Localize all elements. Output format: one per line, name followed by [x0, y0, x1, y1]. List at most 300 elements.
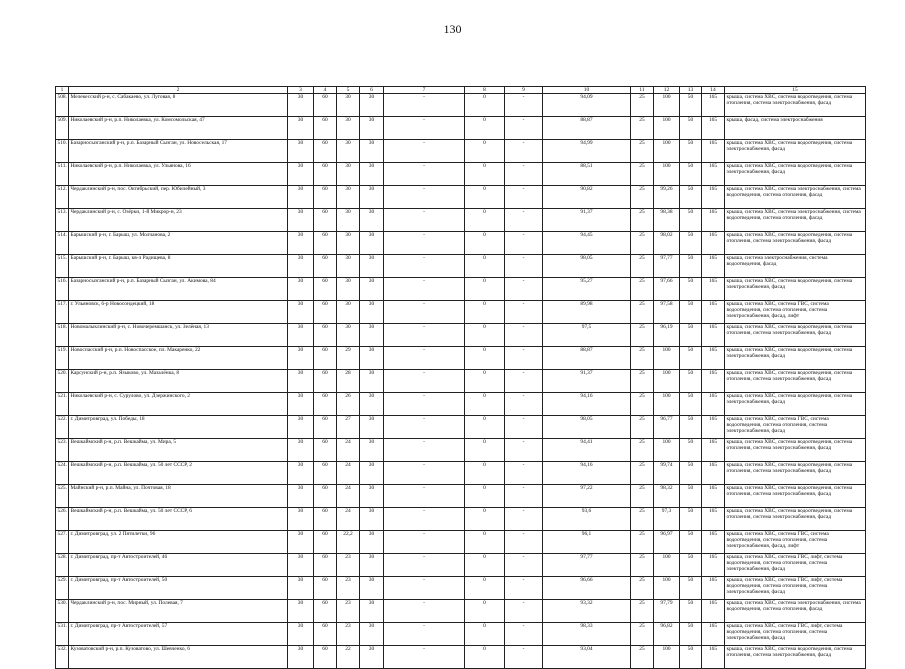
value-col-4: 60 — [314, 94, 337, 117]
value-col-8: 0 — [465, 508, 505, 531]
value-col-10: 90,82 — [543, 186, 631, 209]
value-col-10: 88,51 — [543, 163, 631, 186]
row-number: 519. — [56, 347, 69, 370]
value-col-5: 30 — [337, 117, 360, 140]
value-col-8: 0 — [465, 140, 505, 163]
value-col-5: 23 — [337, 600, 360, 623]
value-col-12: 100 — [654, 554, 680, 577]
value-col-8: 0 — [465, 600, 505, 623]
value-col-3: 30 — [288, 508, 314, 531]
address: г. Димитровград, пр-т Автостроителей, 57 — [69, 623, 288, 646]
value-col-4: 60 — [314, 508, 337, 531]
value-col-13: 50 — [680, 577, 702, 600]
value-col-14: 165 — [702, 577, 725, 600]
value-col-4: 60 — [314, 301, 337, 324]
value-col-7: - — [384, 255, 465, 278]
value-col-12: 96,97 — [654, 531, 680, 554]
value-col-13: 50 — [680, 393, 702, 416]
row-number: 515. — [56, 255, 69, 278]
address: Новоспасский р-н, р.п. Новоспасское, пл. Макаренко, 22 — [69, 347, 288, 370]
table-row — [56, 140, 866, 163]
row-number: 527. — [56, 531, 69, 554]
value-col-7: - — [384, 600, 465, 623]
works-list: крыша, система ХВС, система водоотведения, система электроснабжения, фасад — [725, 393, 866, 416]
value-col-9: - — [505, 646, 543, 669]
value-col-12: 97,66 — [654, 278, 680, 301]
address: Чердаклинский р-н, с. Озёрки, 1-й Микрор-н, 23 — [69, 209, 288, 232]
value-col-13: 50 — [680, 439, 702, 462]
row-number: 511. — [56, 163, 69, 186]
value-col-10: 93,6 — [543, 508, 631, 531]
value-col-3: 30 — [288, 94, 314, 117]
table-row — [56, 577, 866, 600]
value-col-8: 0 — [465, 232, 505, 255]
row-number: 530. — [56, 600, 69, 623]
table-row — [56, 278, 866, 301]
value-col-6: 30 — [360, 416, 384, 439]
value-col-5: 30 — [337, 209, 360, 232]
value-col-5: 24 — [337, 462, 360, 485]
column-number-11: 11 — [631, 87, 654, 94]
value-col-4: 60 — [314, 600, 337, 623]
page-number: 130 — [443, 22, 462, 36]
value-col-8: 0 — [465, 94, 505, 117]
table-row — [56, 416, 866, 439]
value-col-5: 24 — [337, 485, 360, 508]
value-col-5: 30 — [337, 140, 360, 163]
value-col-8: 0 — [465, 646, 505, 669]
value-col-8: 0 — [465, 117, 505, 140]
value-col-12: 100 — [654, 577, 680, 600]
value-col-13: 50 — [680, 301, 702, 324]
value-col-11: 25 — [631, 370, 654, 393]
value-col-5: 23 — [337, 554, 360, 577]
works-list: крыша, система ХВС, система ГВС, лифт, система водоотведения, система отопления, система электроснабжения, фасад — [725, 577, 866, 600]
value-col-13: 50 — [680, 278, 702, 301]
value-col-8: 0 — [465, 370, 505, 393]
table-row — [56, 94, 866, 117]
value-col-9: - — [505, 416, 543, 439]
value-col-9: - — [505, 163, 543, 186]
works-list: крыша, система ХВС, система ГВС, система водоотведения, система отопления, система электроснабжения, фасад, лифт — [725, 531, 866, 554]
value-col-4: 60 — [314, 209, 337, 232]
value-col-12: 100 — [654, 393, 680, 416]
value-col-4: 60 — [314, 186, 337, 209]
value-col-4: 60 — [314, 531, 337, 554]
value-col-9: - — [505, 255, 543, 278]
address: Вешкаймский р-н, р.п. Вешкайма, ул. 50 лет СССР, 6 — [69, 508, 288, 531]
value-col-3: 30 — [288, 163, 314, 186]
value-col-14: 165 — [702, 347, 725, 370]
value-col-3: 30 — [288, 485, 314, 508]
address: Новомалыклинский р-н, с. Новочеремшанск, ул. Зелёная, 13 — [69, 324, 288, 347]
works-list: крыша, система ХВС, система водоотведения, система отопления, система электроснабжения, фасад — [725, 646, 866, 669]
column-number-9: 9 — [505, 87, 543, 94]
table-row — [56, 439, 866, 462]
value-col-7: - — [384, 393, 465, 416]
value-col-11: 25 — [631, 94, 654, 117]
value-col-10: 94,41 — [543, 439, 631, 462]
value-col-8: 0 — [465, 393, 505, 416]
value-col-8: 0 — [465, 278, 505, 301]
row-number: 508. — [56, 94, 69, 117]
address: Николаевский р-н, р.п. Николаевка, ул. Ульянова, 16 — [69, 163, 288, 186]
address: Вешкаймский р-н, р.п. Вешкайма, ул. Мира, 5 — [69, 439, 288, 462]
value-col-14: 165 — [702, 232, 725, 255]
value-col-9: - — [505, 462, 543, 485]
column-number-3: 3 — [288, 87, 314, 94]
row-number: 529. — [56, 577, 69, 600]
value-col-4: 60 — [314, 232, 337, 255]
value-col-14: 165 — [702, 623, 725, 646]
value-col-7: - — [384, 577, 465, 600]
value-col-13: 50 — [680, 163, 702, 186]
value-col-11: 25 — [631, 278, 654, 301]
address: г. Димитровград, пр-т Автостроителей, 46 — [69, 554, 288, 577]
works-list: крыша, система ХВС, система водоотведения, система отопления, система электроснабжения, фасад — [725, 508, 866, 531]
value-col-8: 0 — [465, 623, 505, 646]
table-row — [56, 508, 866, 531]
value-col-5: 24 — [337, 508, 360, 531]
value-col-5: 24 — [337, 439, 360, 462]
works-list: крыша, система ХВС, система водоотведения, система отопления, система электроснабжения, фасад — [725, 324, 866, 347]
value-col-9: - — [505, 531, 543, 554]
column-number-7: 7 — [384, 87, 465, 94]
value-col-14: 165 — [702, 508, 725, 531]
value-col-13: 50 — [680, 554, 702, 577]
value-col-7: - — [384, 462, 465, 485]
address: Кузоватовский р-н, р.п. Кузоватово, ул. Шевченко, 6 — [69, 646, 288, 669]
value-col-5: 26 — [337, 393, 360, 416]
value-col-5: 30 — [337, 232, 360, 255]
value-col-13: 50 — [680, 255, 702, 278]
works-list: крыша, система ХВС, система электроснабжения, система водоотведения, система отопления, фасад — [725, 186, 866, 209]
value-col-4: 60 — [314, 370, 337, 393]
value-col-9: - — [505, 186, 543, 209]
value-col-6: 30 — [360, 301, 384, 324]
value-col-10: 98,05 — [543, 255, 631, 278]
value-col-5: 22 — [337, 646, 360, 669]
table-row — [56, 554, 866, 577]
value-col-9: - — [505, 439, 543, 462]
works-list: крыша, система ХВС, система водоотведения, система отопления, система электроснабжения, фасад — [725, 462, 866, 485]
address: г. Димитровград, ул. Победы, 18 — [69, 416, 288, 439]
address: Базарносызганский р-н, р.п. Базарный Сызган, ул. Акимова, 84 — [69, 278, 288, 301]
value-col-11: 25 — [631, 485, 654, 508]
works-list: крыша, система ХВС, система ГВС, лифт, система водоотведения, система отопления, система электроснабжения, фасад — [725, 623, 866, 646]
value-col-14: 165 — [702, 393, 725, 416]
column-number-row — [56, 87, 866, 94]
value-col-11: 25 — [631, 462, 654, 485]
column-number-2: 2 — [69, 87, 288, 94]
address: Майнский р-н, р.п. Майна, ул. Почтовая, 18 — [69, 485, 288, 508]
value-col-11: 25 — [631, 347, 654, 370]
value-col-7: - — [384, 94, 465, 117]
row-number: 525. — [56, 485, 69, 508]
value-col-9: - — [505, 623, 543, 646]
value-col-4: 60 — [314, 577, 337, 600]
value-col-3: 30 — [288, 278, 314, 301]
row-number: 532. — [56, 646, 69, 669]
address: Чердаклинский р-н, пос. Октябрьский, пер. Юбилейный, 3 — [69, 186, 288, 209]
address: Николаевский р-н, с. Сурулово, ул. Дзержинского, 2 — [69, 393, 288, 416]
value-col-6: 30 — [360, 462, 384, 485]
row-number: 517. — [56, 301, 69, 324]
value-col-13: 50 — [680, 485, 702, 508]
table-row — [56, 462, 866, 485]
value-col-13: 50 — [680, 324, 702, 347]
value-col-12: 97,3 — [654, 508, 680, 531]
value-col-9: - — [505, 94, 543, 117]
row-number: 516. — [56, 278, 69, 301]
value-col-8: 0 — [465, 209, 505, 232]
value-col-14: 165 — [702, 94, 725, 117]
address: Барышский р-н, г. Барыш, ул. Молчанова, 2 — [69, 232, 288, 255]
value-col-8: 0 — [465, 439, 505, 462]
value-col-14: 165 — [702, 117, 725, 140]
table-row — [56, 186, 866, 209]
value-col-3: 30 — [288, 347, 314, 370]
address: Барышский р-н, г. Барыш, кв-л Радищева, 8 — [69, 255, 288, 278]
value-col-6: 30 — [360, 623, 384, 646]
value-col-13: 50 — [680, 140, 702, 163]
column-number-10: 10 — [543, 87, 631, 94]
column-number-14: 14 — [702, 87, 725, 94]
value-col-5: 29 — [337, 347, 360, 370]
value-col-6: 30 — [360, 324, 384, 347]
value-col-10: 88,87 — [543, 347, 631, 370]
row-number: 514. — [56, 232, 69, 255]
value-col-8: 0 — [465, 416, 505, 439]
table-row — [56, 255, 866, 278]
value-col-7: - — [384, 140, 465, 163]
value-col-10: 95,27 — [543, 278, 631, 301]
value-col-13: 50 — [680, 462, 702, 485]
value-col-8: 0 — [465, 554, 505, 577]
row-number: 521. — [56, 393, 69, 416]
value-col-4: 60 — [314, 623, 337, 646]
value-col-5: 30 — [337, 324, 360, 347]
works-list: крыша, система ХВС, система водоотведения, система электроснабжения, фасад — [725, 278, 866, 301]
value-col-4: 60 — [314, 554, 337, 577]
value-col-3: 30 — [288, 140, 314, 163]
value-col-9: - — [505, 301, 543, 324]
works-list: крыша, система ХВС, система водоотведения, система отопления, система электроснабжения, фасад — [725, 94, 866, 117]
value-col-10: 89,98 — [543, 301, 631, 324]
table-row — [56, 209, 866, 232]
table-body — [56, 94, 866, 669]
value-col-3: 30 — [288, 186, 314, 209]
value-col-6: 30 — [360, 600, 384, 623]
value-col-13: 50 — [680, 347, 702, 370]
value-col-13: 50 — [680, 209, 702, 232]
value-col-9: - — [505, 600, 543, 623]
value-col-8: 0 — [465, 186, 505, 209]
row-number: 522. — [56, 416, 69, 439]
table-row — [56, 324, 866, 347]
value-col-9: - — [505, 117, 543, 140]
value-col-14: 165 — [702, 439, 725, 462]
value-col-11: 25 — [631, 140, 654, 163]
value-col-9: - — [505, 508, 543, 531]
value-col-13: 50 — [680, 600, 702, 623]
value-col-14: 165 — [702, 485, 725, 508]
value-col-13: 50 — [680, 94, 702, 117]
value-col-10: 93,32 — [543, 600, 631, 623]
table-row — [56, 393, 866, 416]
works-list: крыша, система ХВС, система водоотведения, система электроснабжения, фасад — [725, 140, 866, 163]
value-col-6: 30 — [360, 485, 384, 508]
table-row — [56, 623, 866, 646]
value-col-6: 30 — [360, 393, 384, 416]
value-col-11: 25 — [631, 531, 654, 554]
value-col-13: 50 — [680, 623, 702, 646]
value-col-7: - — [384, 370, 465, 393]
value-col-4: 60 — [314, 140, 337, 163]
value-col-11: 25 — [631, 232, 654, 255]
address: Чердаклинский р-н, пос. Мирный, ул. Полевая, 7 — [69, 600, 288, 623]
value-col-10: 96,66 — [543, 577, 631, 600]
value-col-9: - — [505, 278, 543, 301]
value-col-4: 60 — [314, 117, 337, 140]
value-col-3: 30 — [288, 232, 314, 255]
value-col-6: 30 — [360, 554, 384, 577]
column-number-12: 12 — [654, 87, 680, 94]
value-col-4: 60 — [314, 255, 337, 278]
works-list: крыша, система ХВС, система ГВС, лифт, система водоотведения, система отопления, система электроснабжения, фасад — [725, 554, 866, 577]
value-col-9: - — [505, 347, 543, 370]
address: Вешкаймский р-н, р.п. Вешкайма, ул. 50 лет СССР, 2 — [69, 462, 288, 485]
value-col-9: - — [505, 554, 543, 577]
row-number: 524. — [56, 462, 69, 485]
value-col-7: - — [384, 623, 465, 646]
value-col-11: 25 — [631, 117, 654, 140]
value-col-10: 96,1 — [543, 531, 631, 554]
value-col-11: 25 — [631, 439, 654, 462]
value-col-14: 165 — [702, 416, 725, 439]
value-col-12: 96,77 — [654, 416, 680, 439]
value-col-9: - — [505, 140, 543, 163]
value-col-11: 25 — [631, 163, 654, 186]
value-col-12: 100 — [654, 163, 680, 186]
value-col-4: 60 — [314, 439, 337, 462]
value-col-14: 165 — [702, 554, 725, 577]
value-col-12: 100 — [654, 439, 680, 462]
value-col-6: 30 — [360, 186, 384, 209]
value-col-8: 0 — [465, 347, 505, 370]
value-col-13: 50 — [680, 646, 702, 669]
value-col-8: 0 — [465, 485, 505, 508]
value-col-3: 30 — [288, 393, 314, 416]
value-col-8: 0 — [465, 255, 505, 278]
value-col-11: 25 — [631, 324, 654, 347]
address: Базарносызганский р-н, р.п. Базарный Сызган, ул. Новосельская, 17 — [69, 140, 288, 163]
value-col-4: 60 — [314, 393, 337, 416]
column-number-1: 1 — [56, 87, 69, 94]
value-col-14: 165 — [702, 186, 725, 209]
table-row — [56, 600, 866, 623]
value-col-11: 25 — [631, 600, 654, 623]
table-row — [56, 117, 866, 140]
column-number-13: 13 — [680, 87, 702, 94]
value-col-12: 96,19 — [654, 324, 680, 347]
value-col-6: 30 — [360, 255, 384, 278]
row-number: 531. — [56, 623, 69, 646]
value-col-11: 25 — [631, 577, 654, 600]
value-col-7: - — [384, 646, 465, 669]
table-row — [56, 163, 866, 186]
value-col-6: 30 — [360, 278, 384, 301]
value-col-9: - — [505, 577, 543, 600]
value-col-5: 30 — [337, 186, 360, 209]
value-col-10: 91,37 — [543, 209, 631, 232]
value-col-4: 60 — [314, 416, 337, 439]
value-col-11: 25 — [631, 209, 654, 232]
works-list: крыша, система ХВС, система водоотведения, система электроснабжения, фасад — [725, 347, 866, 370]
value-col-3: 30 — [288, 301, 314, 324]
value-col-7: - — [384, 439, 465, 462]
works-list: крыша, система электроснабжения, система водоотведения, фасад — [725, 255, 866, 278]
value-col-6: 30 — [360, 232, 384, 255]
value-col-7: - — [384, 347, 465, 370]
value-col-13: 50 — [680, 232, 702, 255]
value-col-5: 30 — [337, 255, 360, 278]
value-col-10: 97,22 — [543, 485, 631, 508]
value-col-7: - — [384, 324, 465, 347]
value-col-12: 97,77 — [654, 255, 680, 278]
row-number: 512. — [56, 186, 69, 209]
value-col-5: 30 — [337, 301, 360, 324]
value-col-12: 100 — [654, 117, 680, 140]
value-col-5: 30 — [337, 94, 360, 117]
works-list: крыша, система ХВС, система водоотведения, система отопления, система электроснабжения, фасад — [725, 232, 866, 255]
value-col-10: 88,87 — [543, 117, 631, 140]
value-col-11: 25 — [631, 623, 654, 646]
works-list: крыша, система ХВС, система электроснабжения, система водоотведения, система отопления, фасад — [725, 600, 866, 623]
works-list: крыша, система ХВС, система ГВС, система водоотведения, система отопления, система электроснабжения, фасад, лифт — [725, 301, 866, 324]
value-col-10: 94,16 — [543, 462, 631, 485]
row-number: 509. — [56, 117, 69, 140]
row-number: 518. — [56, 324, 69, 347]
works-list: крыша, фасад, система электроснабжения — [725, 117, 866, 140]
value-col-12: 100 — [654, 140, 680, 163]
value-col-5: 28 — [337, 370, 360, 393]
value-col-7: - — [384, 508, 465, 531]
value-col-11: 25 — [631, 301, 654, 324]
value-col-3: 30 — [288, 416, 314, 439]
value-col-7: - — [384, 531, 465, 554]
value-col-8: 0 — [465, 324, 505, 347]
value-col-6: 30 — [360, 140, 384, 163]
value-col-14: 165 — [702, 600, 725, 623]
value-col-11: 25 — [631, 508, 654, 531]
value-col-5: 30 — [337, 278, 360, 301]
value-col-9: - — [505, 485, 543, 508]
value-col-3: 30 — [288, 370, 314, 393]
value-col-12: 100 — [654, 94, 680, 117]
data-table — [55, 86, 866, 669]
value-col-11: 25 — [631, 554, 654, 577]
table-row — [56, 370, 866, 393]
value-col-11: 25 — [631, 393, 654, 416]
value-col-14: 165 — [702, 301, 725, 324]
value-col-13: 50 — [680, 508, 702, 531]
value-col-9: - — [505, 209, 543, 232]
value-col-14: 165 — [702, 370, 725, 393]
value-col-6: 30 — [360, 163, 384, 186]
value-col-3: 30 — [288, 439, 314, 462]
value-col-13: 50 — [680, 531, 702, 554]
